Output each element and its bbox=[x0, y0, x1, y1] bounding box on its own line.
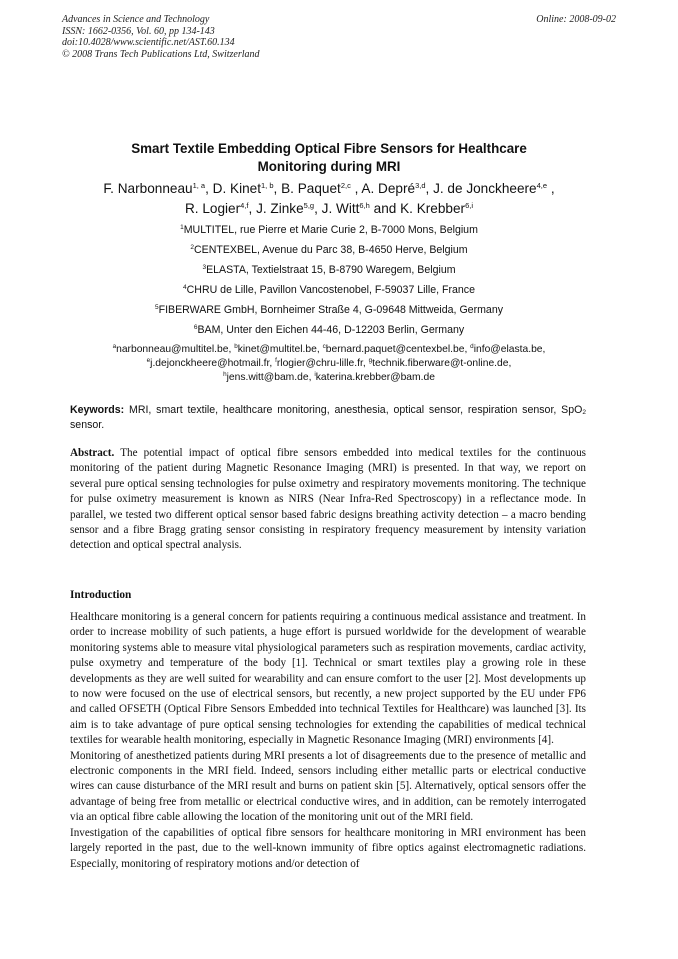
doi: doi:10.4028/www.scientific.net/AST.60.134 bbox=[62, 37, 235, 49]
online-date: Online: 2008-09-02 bbox=[536, 14, 616, 25]
email[interactable]: $^a$narbonneau@multitel.be bbox=[112, 343, 229, 355]
title-line-1: Smart Textile Embedding Optical Fibre Sensors for Healthcare bbox=[131, 141, 527, 156]
title-line-2: Monitoring during MRI bbox=[257, 159, 401, 174]
affiliation: $^2$CENTEXBEL, Avenue du Parc 38, B-4650 Herve, Belgium bbox=[190, 244, 468, 256]
author: A. Depré$^{3,d}$, bbox=[361, 181, 434, 196]
author: F. Narbonneau$^{1, a}$, bbox=[103, 181, 213, 196]
author: J. Witt$^{6,h}$ and bbox=[321, 201, 401, 216]
email[interactable]: $^g$technik.fiberware@t-online.de bbox=[368, 357, 509, 369]
keywords bbox=[70, 403, 586, 433]
affiliation: $^1$MULTITEL, rue Pierre et Marie Curie 2, B-7000 Mons, Belgium bbox=[180, 224, 478, 236]
abstract-text: The potential impact of optical fibre sensors embedded into medical textiles for the continuous monitoring of the patient during Magnetic Resonance Imaging (MRI) is presented. In that way, we report on several pure optical sensing technologies for pulse oximetry and respiratory movements monitoring. The technique for pulse oximetry measurement is known as NIRS (Near Infra-Red Spectroscopy) in a reflectance mode. In parallel, we tested two different optical sensor based fabric designs breathing activity detection – a macro bending sensor and a fibre Bragg grating sensor consisting in respiratory frequency measurement by intensity variation detection and optical spectral analysis. bbox=[70, 447, 586, 552]
introduction-body bbox=[70, 610, 586, 872]
author: J. Zinke$^{5,g}$, bbox=[256, 201, 322, 216]
author: K. Krebber$^{6,i}$ bbox=[400, 201, 473, 216]
paragraph: Investigation of the capabilities of optical fibre sensors for healthcare monitoring in MRI environment has been largely reported in the past, due to the well-known immunity of fibre optics against electromagnetic radiations. Especially, monitoring of respiratory motions and/or detection of bbox=[70, 826, 586, 870]
author: R. Logier$^{4,f}$, bbox=[184, 201, 257, 216]
keywords-text: MRI, smart textile, healthcare monitoring, anesthesia, optical sensor, respiration sensor, SpO bbox=[129, 404, 583, 416]
affiliation: $^6$BAM, Unter den Eichen 44-46, D-12203 Berlin, Germany bbox=[193, 324, 465, 336]
journal-name: Advances in Science and Technology bbox=[62, 14, 210, 25]
journal-header bbox=[62, 14, 616, 60]
affiliation-list bbox=[62, 223, 596, 343]
paper-title bbox=[70, 140, 588, 176]
author: B. Paquet$^{2,c}$ , bbox=[281, 181, 362, 196]
affiliation: $^5$FIBERWARE GmbH, Bornheimer Straße 4, G-09648 Mittweida, Germany bbox=[154, 304, 504, 316]
email[interactable]: $^e$j.dejonckheere@hotmail.fr bbox=[146, 357, 270, 369]
affiliation: $^3$ELASTA, Textielstraat 15, B-8790 Waregem, Belgium bbox=[202, 264, 456, 276]
keywords-subscript: 2 bbox=[582, 409, 586, 416]
keywords-label: Keywords: bbox=[70, 404, 125, 416]
email[interactable]: $^b$kinet@multitel.be bbox=[234, 343, 317, 355]
paragraph: Healthcare monitoring is a general concern for patients requiring a continuous medical assistance and treatment. In order to increase mobility of such patients, a huge effort is pursued worldwide for the development of wearable monitoring systems able to measure vital physiological parameters such as respiration movements, cardiac activity, pulse oxymetry and temperature of the body [1]. Technical or smart textiles play a growing role in these developments as they are well suited for wearability and can ensure comfort to the user [2]. Most developments up to now were focused on the use of electrical sensors, but recently, a new project supported by the EU under FP6 and called OFSETH (Optical Fibre Sensors Embedded into technical Textiles for Healthcare) was launched [3]. Its aim is to take advantage of pure optical sensing technologies for extending the capabilities of medical technical textiles for wearable health monitoring, especially in Magnetic Resonance Imaging (MRI) environments [4]. bbox=[70, 611, 586, 747]
issn: ISSN: 1662-0356, Vol. 60, pp 134-143 bbox=[62, 25, 215, 37]
email[interactable]: $^i$katerina.krebber@bam.de bbox=[314, 371, 435, 383]
paragraph: Monitoring of anesthetized patients during MRI presents a lot of disagreements due to the presence of metallic and electronic components in the MRI field. Indeed, sensors including either metallic parts or electrical conductive wires can cause disturbance of the MRI result and burns on patient skin [5]. Alternatively, optical sensors offer the advantage of being free from metallic or electrical conductive wires, and in addition, can be remotely interrogated via an optical fibre cable allowing the location of the monitoring unit out of the MRI field. bbox=[70, 749, 586, 824]
abstract-label: Abstract. bbox=[70, 447, 115, 459]
section-heading-introduction: Introduction bbox=[70, 589, 132, 601]
email-list: $^a$narbonneau@multitel.be, $^b$kinet@multitel.be, $^c$bernard.paquet@centexbel.be, $^d$info@elasta.be, $^e$j.dejonckheere@hotmail.fr, $^f$rlogier@chru-lille.fr, $^g$technik.fiberware@t-online.de, $^h$jens.witt@bam.de, $^i$katerina.krebber@bam.de bbox=[112, 343, 546, 383]
author: D. Kinet$^{1, b}$, bbox=[212, 181, 282, 196]
email[interactable]: $^f$rlogier@chru-lille.fr bbox=[275, 357, 363, 369]
abstract bbox=[70, 446, 586, 554]
copyright: © 2008 Trans Tech Publications Ltd, Switzerland bbox=[62, 48, 260, 60]
keywords-tail: sensor. bbox=[70, 419, 105, 431]
email[interactable]: $^d$info@elasta.be bbox=[470, 343, 543, 355]
affiliation: $^4$CHRU de Lille, Pavillon Vancostenobel, F-59037 Lille, France bbox=[183, 284, 475, 296]
author-list bbox=[62, 179, 596, 219]
author: J. de Jonckheere$^{4,e}$ , bbox=[433, 181, 555, 196]
email[interactable]: $^c$bernard.paquet@centexbel.be bbox=[322, 343, 465, 355]
email[interactable]: $^h$jens.witt@bam.de bbox=[223, 371, 309, 383]
